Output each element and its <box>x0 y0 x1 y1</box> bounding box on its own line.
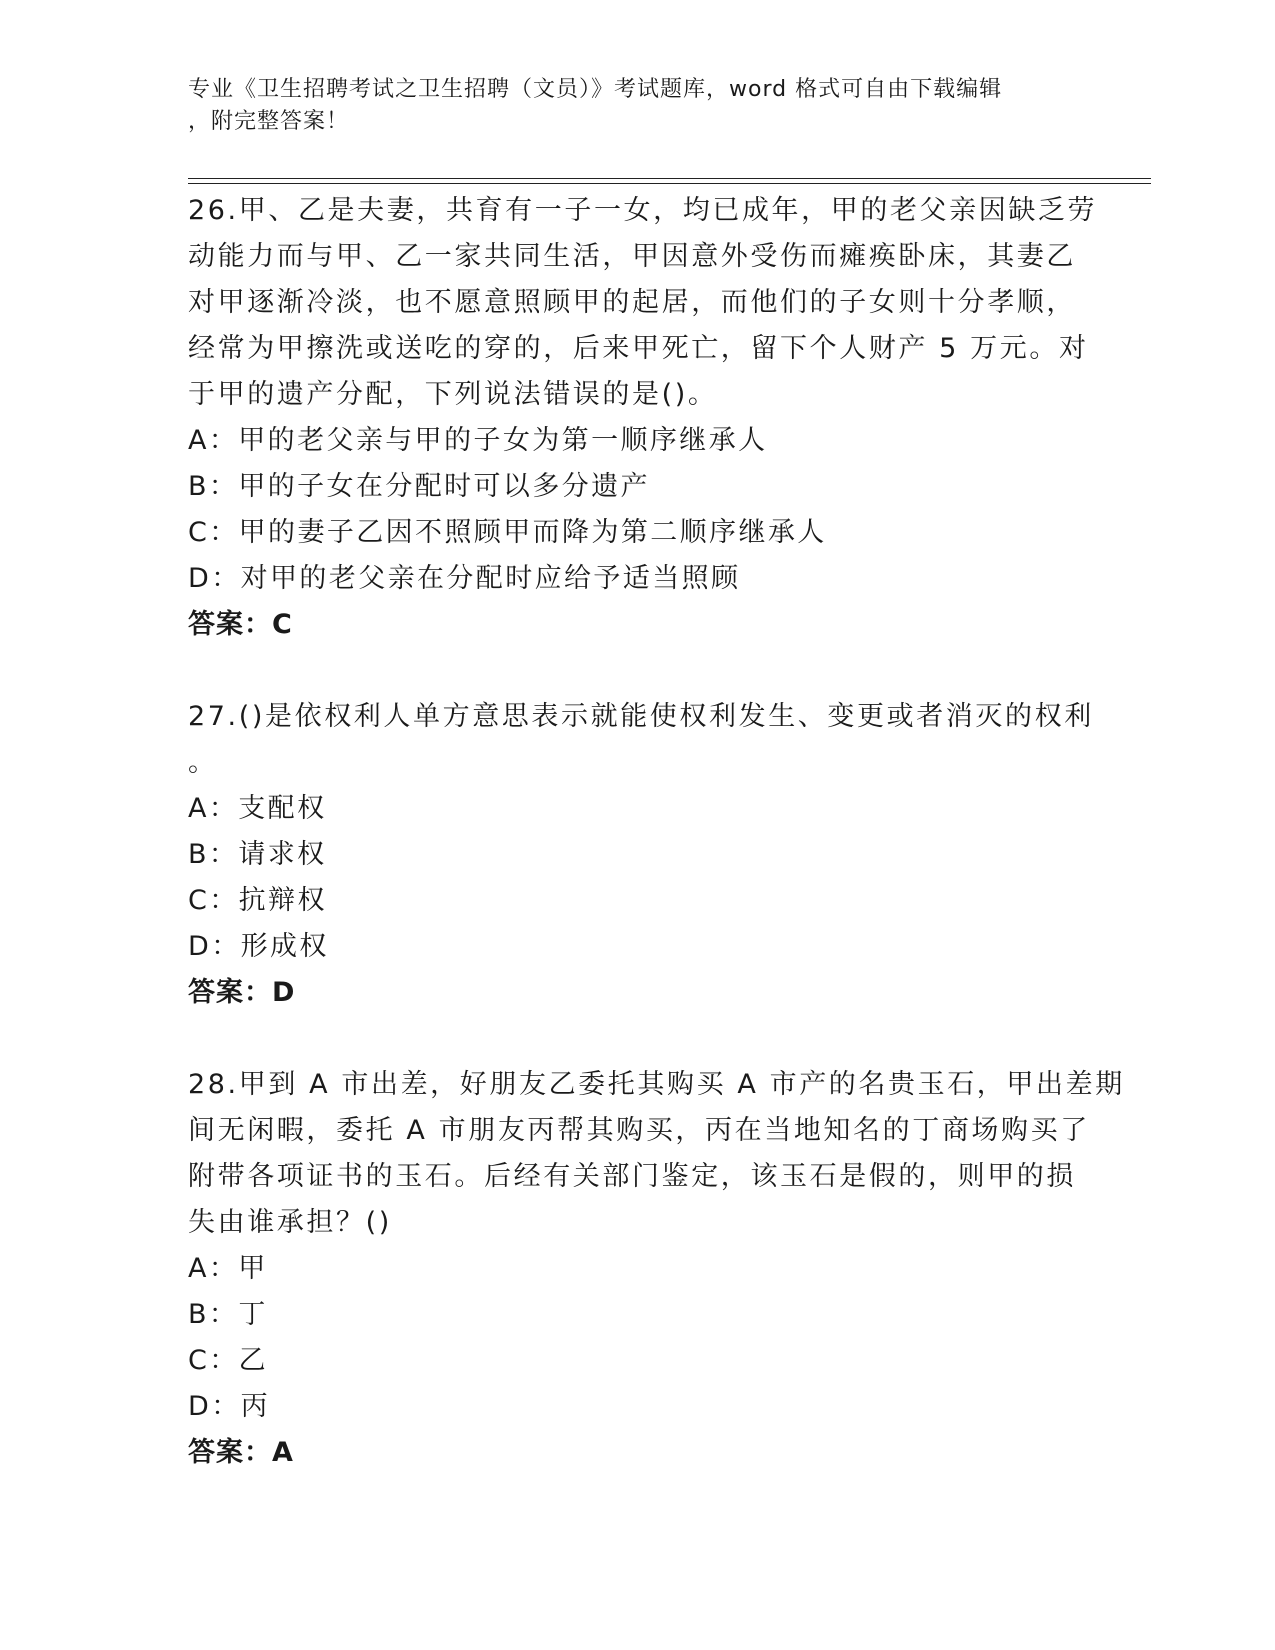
option-a: A：甲 <box>188 1253 268 1284</box>
answer-label: 答案：C <box>188 609 293 640</box>
header-line-1: 专业《卫生招聘考试之卫生招聘（文员）》考试题库，word 格式可自由下载编辑 <box>188 77 1003 102</box>
option-a: A：甲的老父亲与甲的子女为第一顺序继承人 <box>188 425 768 456</box>
question-stem-line: 对甲逐渐冷淡，也不愿意照顾甲的起居，而他们的子女则十分孝顺， <box>188 287 1076 318</box>
question-stem-line: 28.甲到 A 市出差，好朋友乙委托其购买 A 市产的名贵玉石，甲出差期 <box>188 1069 1125 1100</box>
question-stem-line: 动能力而与甲、乙一家共同生活，甲因意外受伤而瘫痪卧床，其妻乙 <box>188 241 1076 272</box>
option-d: D：形成权 <box>188 931 329 962</box>
option-c: C：抗辩权 <box>188 885 327 916</box>
option-b: B：甲的子女在分配时可以多分遗产 <box>188 471 650 502</box>
option-d: D：丙 <box>188 1391 270 1422</box>
question-stem-line: 。 <box>188 747 218 778</box>
question-spacer <box>188 648 1088 694</box>
header-divider-top <box>188 178 1151 179</box>
answer-label: 答案：A <box>188 1437 294 1468</box>
question-stem-line: 于甲的遗产分配，下列说法错误的是()。 <box>188 379 718 410</box>
option-c: C：乙 <box>188 1345 269 1376</box>
header-divider-bottom <box>188 183 1151 184</box>
question-stem-line: 27.()是依权利人单方意思表示就能使权利发生、变更或者消灭的权利 <box>188 701 1094 732</box>
option-b: B：请求权 <box>188 839 327 870</box>
answer-label: 答案：D <box>188 977 296 1008</box>
option-c: C：甲的妻子乙因不照顾甲而降为第二顺序继承人 <box>188 517 827 548</box>
question-26 <box>188 188 1098 648</box>
question-list <box>188 188 1125 1476</box>
document-header <box>188 74 1068 138</box>
option-d: D：对甲的老父亲在分配时应给予适当照顾 <box>188 563 741 594</box>
question-27 <box>188 694 1094 1016</box>
question-stem-line: 失由谁承担？() <box>188 1207 392 1238</box>
header-line-2: ，附完整答案！ <box>188 109 350 134</box>
question-28 <box>188 1062 1125 1476</box>
option-a: A：支配权 <box>188 793 327 824</box>
question-stem-line: 间无闲暇，委托 A 市朋友丙帮其购买，丙在当地知名的丁商场购买了 <box>188 1115 1090 1146</box>
question-spacer <box>188 1016 1088 1062</box>
question-stem-line: 附带各项证书的玉石。后经有关部门鉴定，该玉石是假的，则甲的损 <box>188 1161 1076 1192</box>
question-stem-line: 26.甲、乙是夫妻，共育有一子一女，均已成年，甲的老父亲因缺乏劳 <box>188 195 1098 226</box>
option-b: B：丁 <box>188 1299 268 1330</box>
question-stem-line: 经常为甲擦洗或送吃的穿的，后来甲死亡，留下个人财产 5 万元。对 <box>188 333 1089 364</box>
